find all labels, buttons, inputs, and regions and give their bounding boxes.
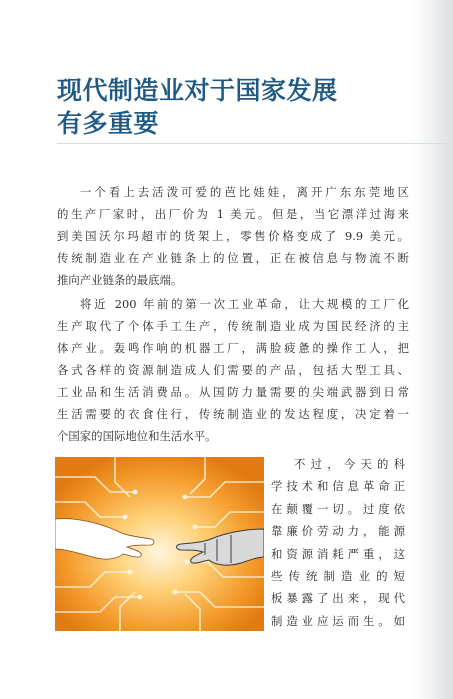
text-line: 到美国沃尔玛超市的货架上，零售价格变成了 9.9 美元。 [57,229,409,243]
text-line: 和资源消耗严重，这 [271,546,405,561]
text-line: 传统制造业在产业链条上的位置，正在被信息与物流不断 [57,251,409,265]
paragraph-2 [57,293,409,447]
text-line: 体产业。轰鸣作响的机器工厂，满脸疲惫的操作工人，把 [57,341,409,355]
text-line: 生活需要的衣食住行，传统制造业的发达程度，决定着一 [57,407,409,421]
text-line: 推向产业链条的最底端。 [57,273,183,287]
paragraph-3 [271,453,405,632]
text-line: 将近 200 年前的第一次工业革命，让大规模的工厂化 [80,297,409,311]
title-line-2: 有多重要 [57,109,160,138]
text-line: 板暴露了出来，现代 [271,591,405,606]
text-line: 工业品和生活消费品。从国防力量需要的尖端武器到日常 [57,385,409,399]
illustration-human-robot-hands [55,457,264,631]
text-line: 各式各样的资源制造成人们需要的产品，包括大型工具、 [57,363,409,377]
text-line: 一个看上去活泼可爱的芭比娃娃，离开广东东莞地区 [80,185,409,199]
text-line: 学技术和信息革命正 [271,479,405,494]
text-line: 些传统制造业的短 [271,568,405,583]
title-line-1: 现代制造业对于国家发展 [57,76,338,105]
text-line: 不过，今天的科 [294,457,405,471]
text-line: 的生产厂家时，出厂价为 1 美元。但是，当它漂洋过海来 [57,207,409,221]
text-line: 生产取代了个体手工生产，传统制造业成为国民经济的主 [57,319,409,333]
text-line: 个国家的国际地位和生活水平。 [57,429,217,443]
page-title [57,74,338,140]
text-line: 在颠覆一切。过度依 [271,501,405,516]
page-edge-shadow [411,0,453,699]
title-divider [57,143,453,144]
paragraph-1 [57,181,409,291]
text-line: 制造业应运而生。如 [271,613,405,628]
text-line: 靠廉价劳动力，能源 [271,524,405,539]
